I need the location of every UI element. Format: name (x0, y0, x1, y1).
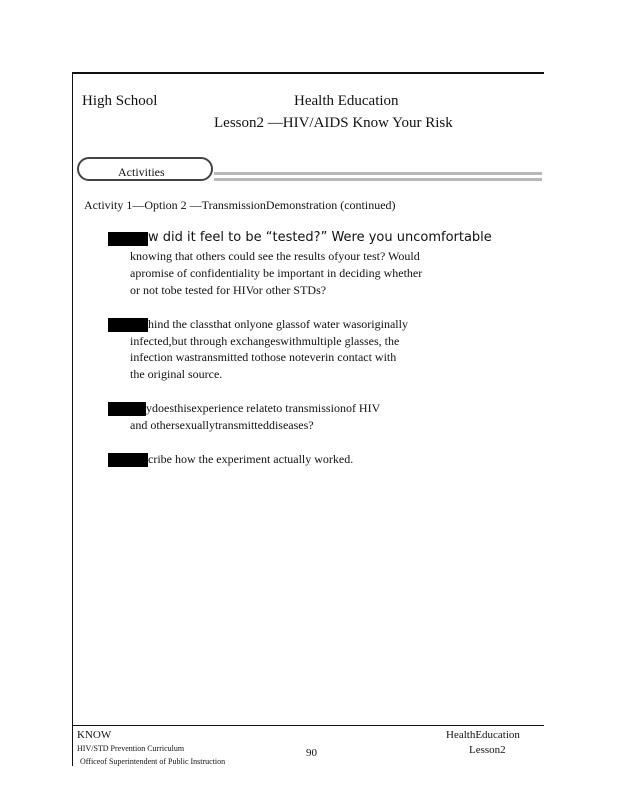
header-lesson-title: Lesson2 —HIV/AIDS Know Your Risk (214, 115, 453, 131)
question-1-line-1: w did it feel to be “tested?” Were you uncomfortable (148, 230, 492, 245)
redaction-bar (108, 402, 146, 416)
question-3-line-2: and othersexuallytransmitteddiseases? (130, 418, 314, 432)
question-1-line-3: apromise of confidentiality be important in deciding whether (130, 266, 423, 280)
left-margin-rule (72, 72, 73, 766)
redaction-bar (108, 318, 148, 332)
question-1-line-4: or not tobe tested for HIVor other STDs? (130, 283, 327, 297)
question-2-line-4: the original source. (130, 367, 223, 381)
question-2-line-3: infection wastransmitted tothose noteverin contact with (130, 350, 397, 364)
footer-office: Officeof Superintendent of Public Instruction (80, 757, 226, 766)
activities-tab-label: Activities (118, 165, 165, 179)
footer-title: KNOW (77, 729, 112, 741)
header-subject: Health Education (294, 93, 399, 109)
header-school-level: High School (82, 93, 158, 109)
question-1-line-2: knowing that others could see the results ofyour test? Would (130, 249, 420, 263)
question-3-line-1: ydoesthisexperience relateto transmissionof HIV (146, 401, 381, 415)
footer-subject: HealthEducation (446, 729, 520, 741)
footer-lesson: Lesson2 (469, 744, 506, 756)
page-number: 90 (306, 747, 317, 759)
redaction-bar (108, 453, 148, 467)
footer-rule (72, 725, 544, 726)
question-4-line-1: cribe how the experiment actually worked. (148, 452, 354, 466)
redaction-bar (108, 232, 148, 246)
question-2-line-2: infected,but through exchangeswithmultiple glasses, the (130, 334, 400, 348)
footer-curriculum: HIV/STD Prevention Curriculum (77, 744, 185, 753)
tab-rule-lower (214, 178, 542, 181)
top-rule (72, 72, 544, 74)
tab-rule-upper (214, 172, 542, 175)
question-2-line-1: hind the classthat onlyone glassof water wasoriginally (148, 317, 408, 331)
activity-title: Activity 1—Option 2 —TransmissionDemonstration (continued) (84, 198, 396, 212)
